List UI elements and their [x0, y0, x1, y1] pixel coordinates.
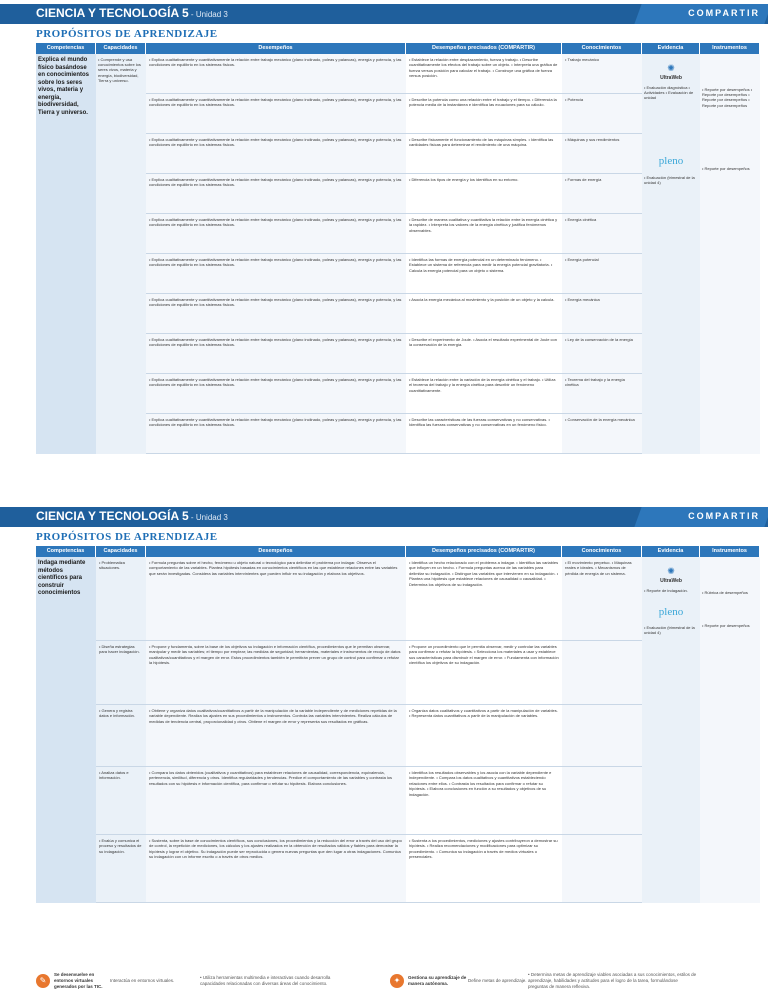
footer-performance: • Determina metas de aprendizaje viables asociadas a sus conocimientos, estilos de aprendizaje, habilidades y actitudes para el logro de la tarea, formulándose preguntas de manera reflexiva. [528, 972, 697, 989]
capacidad-cell: • Diseña estrategias para hacer indagación. [96, 641, 146, 704]
desempeno-precisado-cell: • Sustenta a los procedimientos, mediciones y ajustes contribuyeron a demostrar su hipótesis. • Realiza recomendaciones y modificaciones para optimizar su procedimiento. • Comunica su indagación a través de medios virtuales o presenciales. [409, 838, 558, 860]
table-row [96, 705, 642, 767]
capacidad-cell: • Problematiza situaciones. [96, 557, 146, 640]
desempeno-cell: • Compara los datos obtenidos (cualitativos y cuantitativos) para establecer relaciones de causalidad, correspondencia, equivalencia, pertenencia, similitud, diferencia y otros. Identifica regularidades y tendencias. Predice el comportamiento de las variables y contrasta los resultados con su hipótesis e información científica, para confirmar o refutar su hipótesis. Elabora conclusiones. [146, 767, 406, 834]
desempeno-cell: • Propone y fundamenta, sobre la base de los objetivos su indagación e información científica, procedimientos que le permitan observar, manipular y medir las variables; el tiempo por emplear; las medidas de seguridad; herramientas, materiales e instrumentos de recojo de datos cualitativos/cuantitativos y el margen de error. Estos procedimientos también le permitirán prever un grupo de control para confirmar o refutar la hipótesis. [146, 641, 406, 704]
header-bar [0, 507, 768, 527]
network-icon: ✺ [667, 565, 675, 576]
capacidad-cell: • Analiza datos e información. [96, 767, 146, 834]
table-row [146, 294, 642, 334]
desempeno-precisado-cell: • Establece la relación entre desplazamiento, fuerza y trabajo. • Describe cuantitativamente los efectos del trabajo sobre un objeto. • Interpreta una gráfica de fuerza versus posición para calcular el trabajo. • Construye una gráfica de fuerza versus posición. [409, 57, 558, 79]
col-header: Desempeños precisados (COMPARTIR) [406, 43, 562, 54]
col-header: Conocimientos [562, 43, 642, 54]
table-body [36, 54, 760, 454]
conocimiento-cell: • Ley de la conservación de la energía [562, 334, 642, 373]
desempeno-precisado-cell: • Asocia la energía mecánica al movimiento y la posición de un objeto y la calcula. [409, 297, 555, 302]
col-header: Instrumentos [700, 546, 760, 557]
desempeno-precisado-cell: • Organiza datos cualitativos y cuantitativos a partir de la manipulación de variables. • Representa datos cuantitativos a partir de la manipulación de variables. [409, 708, 558, 719]
desempeno-cell: • Formula preguntas sobre el hecho, fenómeno u objeto natural o tecnológico para delimitar el problema por indagar. Observa el comportamiento de las variables. Plantea hipótesis basadas en conocimientos científicos en las que establece relaciones entre las variables que serán investigadas. Considera las variables intervinientes que pueden influir en su indagación y elabora los objetivos. [146, 557, 406, 640]
table-body [36, 557, 760, 903]
ultraweb-logo: ✺ UltraWeb [660, 62, 682, 81]
col-header: Desempeños [146, 546, 406, 557]
footer-capacity: Define metas de aprendizaje. [468, 978, 527, 984]
conocimiento-cell: • Energía mecánica [562, 294, 642, 333]
conocimiento-cell: • Teorema del trabajo y la energía cinética [562, 374, 642, 413]
capacidad-cell: • Evalúa y comunica el proceso y resultados de su indagación. [96, 835, 146, 902]
capacidad-cell: • Comprende y usa conocimientos sobre los seres vivos, materia y energía, biodiversidad, Tierra y universo. [96, 54, 146, 454]
desempeno-precisado-cell: • Propone un procedimiento que le permita observar, medir y controlar las variables para confirmar o refutar la hipótesis. • Selecciona los materiales a usar y establece sus características para disminuir el margen de error. • Fundamenta con información científica los objetivos de su indagación. [409, 644, 559, 666]
table-row [96, 641, 642, 705]
desempeno-precisado-cell: • Describe el experimento de Joule. • Asocia el resultado experimental de Joule con la conservación de la energía. [409, 337, 557, 348]
competencia-cell: Explica el mundo físico basándose en conocimientos sobre los seres vivos, materia y energía, biodiversidad, Tierra y universo. [36, 54, 96, 454]
desempeno-cell: • Explica cualitativamente y cuantitativamente la relación entre trabajo mecánico (plano inclinado, poleas y palancas), energía y potencia, y las condiciones de equilibrio en los sistemas físicos. [146, 334, 406, 373]
evidencia-list: • Evaluación (trimestral de la unidad 4) [644, 174, 695, 185]
col-header: Desempeños precisados (COMPARTIR) [406, 546, 562, 557]
desempeno-cell: • Explica cualitativamente y cuantitativamente la relación entre trabajo mecánico (plano inclinado, poleas y palancas), energía y potencia, y las condiciones de equilibrio en los sistemas físicos. [146, 254, 406, 293]
table-header [36, 546, 760, 557]
table-row [96, 767, 642, 835]
col-header: Instrumentos [700, 43, 760, 54]
desempeno-precisado-cell: • Identifica las formas de energía potencial en un determinado fenómeno. • Establece un sistema de referencia para medir la energía potencial gravitatoria. • Calcula la energía potencial para un objeto o sistema. [409, 257, 553, 273]
instrumentos-list: • Reporte por desempeños [702, 623, 750, 629]
desempeno-cell: • Explica cualitativamente y cuantitativamente la relación entre trabajo mecánico (plano inclinado, poleas y palancas), energía y potencia, y las condiciones de equilibrio en los sistemas físicos. [146, 374, 406, 413]
header-title: CIENCIA Y TECNOLOGÍA 5 - Unidad 3 [36, 6, 228, 20]
network-icon: ✺ [667, 62, 675, 73]
col-header: Evidencia [642, 43, 700, 54]
conocimiento-cell: • Máquinas y sus rendimientos [562, 134, 642, 173]
competencia-cell: Indaga mediante métodos científicos para construir conocimientos [36, 557, 96, 903]
col-header: Capacidades [96, 546, 146, 557]
section-title: PROPÓSITOS DE APRENDIZAJE [36, 28, 218, 40]
desempeno-precisado-cell: • Identifica los resultados observables y los asocia con la variable dependiente e independiente. • Compara los datos cualitativos y cuantitativos estableciendo relaciones entre ellos. • Contrasta los resultados para confirmar o refutar su hipótesis. • Elabora conclusiones en función a su resultados y objetivos de su indagación. [409, 770, 552, 797]
tic-icon: ✎ [36, 974, 50, 988]
col-header: Capacidades [96, 43, 146, 54]
desempeno-cell: • Explica cualitativamente y cuantitativamente la relación entre trabajo mecánico (plano inclinado, poleas y palancas), energía y potencia, y las condiciones de equilibrio en los sistemas físicos. [146, 54, 406, 93]
table-row [146, 334, 642, 374]
footer-competence: Se desenvuelve en entornos virtuales generados por las TIC. [54, 972, 103, 989]
evidencia-list: • Evaluación (trimestral de la unidad 4) [644, 625, 695, 636]
conocimiento-cell [562, 705, 642, 766]
desempeno-precisado-cell: • Describe las características de las fuerzas conservativas y no conservativas. • Identifica las fuerzas conservativas y no conservativas en un fenómeno físico. [409, 417, 550, 428]
conocimiento-cell: • Potencia [562, 94, 642, 133]
brand-logo: COMPARTIR [688, 8, 760, 18]
table-row [146, 414, 642, 454]
table-row [146, 54, 642, 94]
col-header: Competencias [36, 43, 96, 54]
section-title: PROPÓSITOS DE APRENDIZAJE [36, 531, 218, 543]
conocimiento-cell: • El movimiento perpetuo. • Máquinas reales e ideales. • Mecanismos de pérdida de energía de un sistema. [562, 557, 642, 640]
bottom-page [0, 503, 768, 1006]
footer-performance: • Utiliza herramientas multimedia e interactivas cuando desarrolla capacidades relacionadas con diversas áreas del conocimiento. [200, 975, 331, 986]
header-title: CIENCIA Y TECNOLOGÍA 5 - Unidad 3 [36, 509, 228, 523]
footer-competence: Gestiona su aprendizaje de manera autónoma. [408, 975, 467, 986]
col-header: Desempeños [146, 43, 406, 54]
rows-group [146, 54, 642, 454]
table-row [96, 835, 642, 903]
desempeno-precisado-cell: • Describe la potencia como una relación entre el trabajo y el tiempo. • Diferencia la potencia media de la instantánea e identifica las ecuaciones para su cálculo. [409, 97, 557, 108]
rows-group [96, 557, 642, 903]
table-row [146, 374, 642, 414]
evidencia-cell [642, 557, 700, 903]
conocimiento-cell [562, 641, 642, 704]
desempeno-precisado-cell: • Describe de manera cualitativa y cuantitativa la relación entre la energía cinética y la rapidez. • Interpreta los valores de la energía cinética y justifica fenómenos observables. [409, 217, 558, 233]
pleno-logo: pleno [658, 606, 684, 619]
desempeno-precisado-cell: • Diferencia los tipos de energía y los identifica en su entorno. [409, 177, 519, 182]
table-row [96, 557, 642, 641]
capacidad-cell: • Genera y registra datos e información. [96, 705, 146, 766]
desempeno-cell: • Explica cualitativamente y cuantitativamente la relación entre trabajo mecánico (plano inclinado, poleas y palancas), energía y potencia, y las condiciones de equilibrio en los sistemas físicos. [146, 214, 406, 253]
desempeno-precisado-cell: • Describe físicamente el funcionamiento de las máquinas simples. • Identifica las cantidades físicas para determinar el rendimiento de una máquina. [409, 137, 554, 148]
purpose-table [36, 43, 760, 454]
conocimiento-cell: • Energía potencial [562, 254, 642, 293]
instrumentos-list: • Rúbrica de desempeños [702, 590, 748, 595]
conocimiento-cell: • Conservación de la energía mecánica [562, 414, 642, 453]
table-row [146, 94, 642, 134]
conocimiento-cell: • Formas de energía [562, 174, 642, 213]
instrumentos-cell [700, 54, 760, 454]
conocimiento-cell [562, 835, 642, 902]
desempeno-cell: • Explica cualitativamente y cuantitativamente la relación entre trabajo mecánico (plano inclinado, poleas y palancas), energía y potencia, y las condiciones de equilibrio en los sistemas físicos. [146, 414, 406, 453]
desempeno-precisado-cell: • Identifica un hecho relacionado con el problema a indagar. • Identifica las variables que influyen en un hecho. • Formula preguntas acerca de las variables para delimitar su indagación. • Distingue las variables que intervienen en su indagación. • Plantea una hipótesis que establece relaciones de causalidad o causalidad. • Determina los objetivos de su indagación. [409, 560, 559, 587]
purpose-table [36, 546, 760, 903]
ultraweb-logo: ✺ UltraWeb [660, 565, 682, 584]
col-header: Evidencia [642, 546, 700, 557]
conocimiento-cell: • Energía cinética [562, 214, 642, 253]
col-header: Conocimientos [562, 546, 642, 557]
instrumentos-cell [700, 557, 760, 903]
desempeno-cell: • Sustenta, sobre la base de conocimientos científicos, sus conclusiones, los procedimientos y la reducción del error a través del uso del grupo de control, la repetición de mediciones, los cálculos y los ajustes realizados en la obtención de resultados válidos y fiables para demostrar la hipótesis y lograr el objetivo. Su indagación puede ser reproducida o genera nuevas preguntas que den lugar a otras indagaciones. Comunica su indagación con un informe escrito o a través de otros medios. [146, 835, 406, 902]
table-row [146, 254, 642, 294]
transversal-footer [36, 959, 760, 1003]
conocimiento-cell [562, 767, 642, 834]
table-row [146, 134, 642, 174]
header-bar [0, 4, 768, 24]
table-row [146, 214, 642, 254]
evidencia-list: • Reporte de indagación. [644, 588, 688, 593]
pleno-logo: pleno [658, 155, 684, 168]
desempeno-cell: • Explica cualitativamente y cuantitativamente la relación entre trabajo mecánico (plano inclinado, poleas y palancas), energía y potencia, y las condiciones de equilibrio en los sistemas físicos. [146, 134, 406, 173]
col-header: Competencias [36, 546, 96, 557]
desempeno-cell: • Explica cualitativamente y cuantitativamente la relación entre trabajo mecánico (plano inclinado, poleas y palancas), energía y potencia, y las condiciones de equilibrio en los sistemas físicos. [146, 94, 406, 133]
desempeno-cell: • Explica cualitativamente y cuantitativamente la relación entre trabajo mecánico (plano inclinado, poleas y palancas), energía y potencia, y las condiciones de equilibrio en los sistemas físicos. [146, 294, 406, 333]
desempeno-precisado-cell: • Establece la relación entre la variación de la energía cinética y el trabajo. • Utiliza el teorema del trabajo y la energía cinética para describir un fenómeno cuantitativamente. [409, 377, 556, 393]
autonomy-icon: ✦ [390, 974, 404, 988]
evidencia-cell [642, 54, 700, 454]
desempeno-cell: • Explica cualitativamente y cuantitativamente la relación entre trabajo mecánico (plano inclinado, poleas y palancas), energía y potencia, y las condiciones de equilibrio en los sistemas físicos. [146, 174, 406, 213]
footer-capacity: Interactúa en entornos virtuales. [110, 978, 175, 984]
table-row [146, 174, 642, 214]
brand-logo: COMPARTIR [688, 511, 760, 521]
table-header [36, 43, 760, 54]
instrumentos-list: • Reporte por desempeños [702, 165, 750, 171]
desempeno-cell: • Obtiene y organiza datos cualitativos/cuantitativos a partir de la manipulación de la variable independiente y de mediciones repetidas de la variable dependiente. Realiza los ajustes en sus procedimientos o instrumentos. Controla las variables intervinientes. Realiza cálculos de medidas de tendencia central, proporcionalidad y otros. Obtiene el margen de error y representa sus resultados en gráficas. [146, 705, 406, 766]
evidencia-list: • Evaluación diagnóstica • Actividades • Evaluación de unidad [644, 85, 694, 101]
conocimiento-cell: • Trabajo mecánico [562, 54, 642, 93]
instrumentos-list: • Reporte por desempeños • Reporte por desempeños • Reporte por desempeños • Reporte por desempeños [702, 87, 753, 108]
